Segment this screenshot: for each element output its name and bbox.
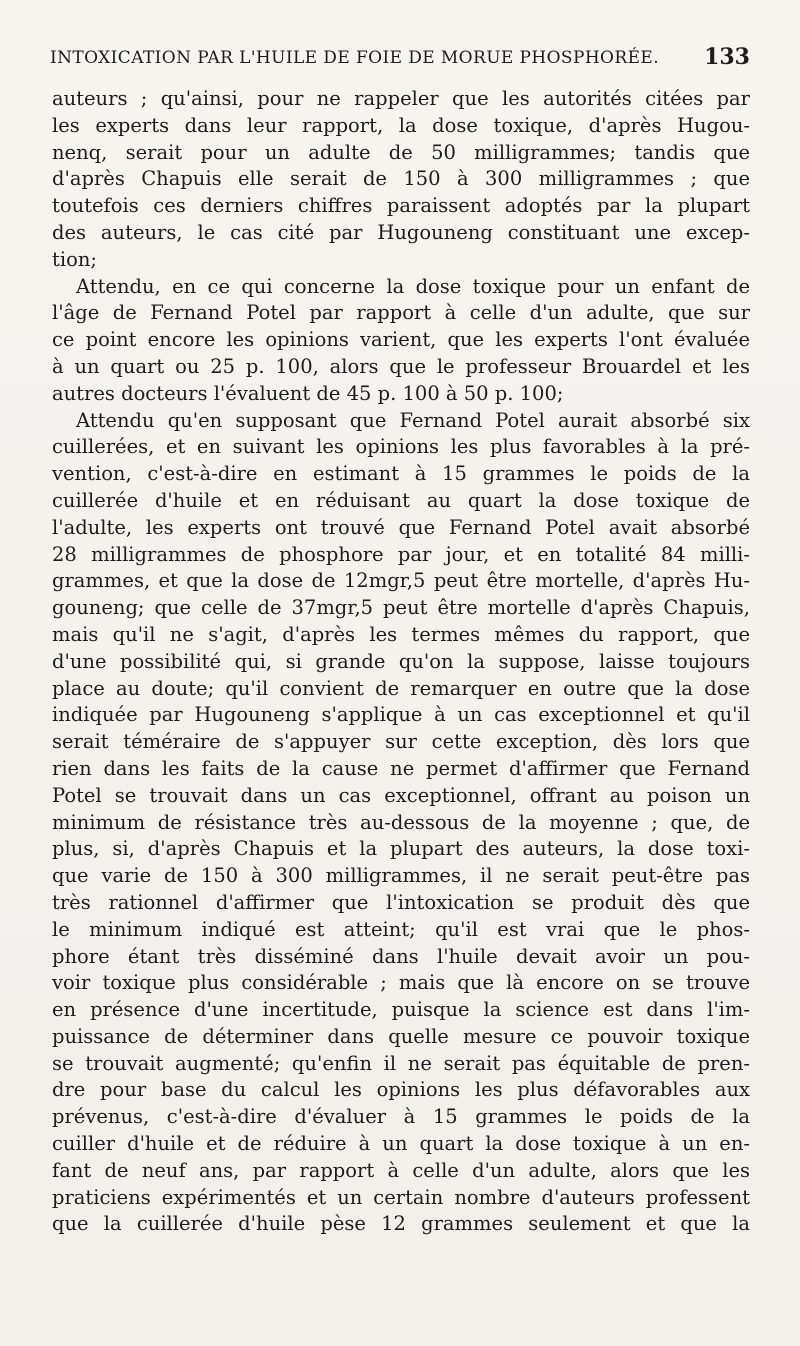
text-line: très rationnel d'affirmer que l'intoxication se produit dès que <box>52 890 750 914</box>
text-line: vention, c'est-à-dire en estimant à 15 grammes le poids de la <box>52 462 750 486</box>
text-line: Potel se trouvait dans un cas exceptionnel, offrant au poison un <box>52 783 750 807</box>
text-line: puissance de déterminer dans quelle mesure ce pouvoir toxique <box>52 1024 750 1048</box>
text-line: auteurs ; qu'ainsi, pour ne rappeler que les autorités citées par <box>52 87 750 110</box>
text-line: rien dans les faits de la cause ne permet d'affirmer que Fernand <box>52 756 750 780</box>
running-header <box>50 44 750 74</box>
text-line: autres docteurs l'évaluent de 45 p. 100 à 50 p. 100; <box>52 381 564 405</box>
text-line: place au doute; qu'il convient de remarquer en outre que la dose <box>52 676 750 700</box>
text-line: que la cuillerée d'huile pèse 12 grammes seulement et que la <box>52 1212 750 1236</box>
text-line: nenq, serait pour un adulte de 50 milligrammes; tandis que <box>52 140 750 164</box>
text-line: 28 milligrammes de phosphore par jour, et en totalité 84 milli- <box>52 542 750 566</box>
page-body <box>52 86 750 1238</box>
text-line: phore étant très disséminé dans l'huile devait avoir un pou- <box>52 944 750 968</box>
text-line: le minimum indiqué est atteint; qu'il est vrai que le phos- <box>52 917 750 941</box>
text-line: que varie de 150 à 300 milligrammes, il ne serait peut-être pas <box>52 864 750 888</box>
text-line: serait téméraire de s'appuyer sur cette exception, dès lors que <box>52 730 750 754</box>
text-line: plus, si, d'après Chapuis et la plupart des auteurs, la dose toxi- <box>52 837 750 861</box>
text-line: praticiens expérimentés et un certain nombre d'auteurs professent <box>52 1185 750 1209</box>
text-line: dre pour base du calcul les opinions les plus défavorables aux <box>52 1078 750 1102</box>
text-line: l'âge de Fernand Potel par rapport à celle d'un adulte, que sur <box>52 301 750 325</box>
text-line: à un quart ou 25 p. 100, alors que le professeur Brouardel et les <box>52 354 750 378</box>
paragraph-first-line: Attendu qu'en supposant que Fernand Potel aurait absorbé six <box>76 408 750 432</box>
text-line: minimum de résistance très au-dessous de la moyenne ; que, de <box>52 810 750 834</box>
text-line: grammes, et que la dose de 12mgr,5 peut être mortelle, d'après Hu- <box>52 569 750 593</box>
paragraph-first-line: Attendu, en ce qui concerne la dose toxique pour un enfant de <box>76 274 750 298</box>
text-line: cuillerées, et en suivant les opinions les plus favorables à la pré- <box>52 435 750 459</box>
text-line: gouneng; que celle de 37mgr,5 peut être mortelle d'après Chapuis, <box>52 596 750 620</box>
text-line: indiquée par Hugouneng s'applique à un cas exceptionnel et qu'il <box>52 703 750 727</box>
text-line: ce point encore les opinions varient, que les experts l'ont évaluée <box>52 328 750 352</box>
text-line: en présence d'une incertitude, puisque la science est dans l'im- <box>52 998 750 1022</box>
text-line: voir toxique plus considérable ; mais que là encore on se trouve <box>52 971 750 995</box>
page-number: 133 <box>704 44 750 70</box>
text-line: cuillerée d'huile et en réduisant au quart la dose toxique de <box>52 488 750 512</box>
text-line: cuiller d'huile et de réduire à un quart la dose toxique à un en- <box>52 1132 750 1156</box>
running-title: INTOXICATION PAR L'HUILE DE FOIE DE MORUE PHOSPHORÉE. <box>50 48 660 68</box>
text-line: se trouvait augmenté; qu'enfin il ne serait pas équitable de pren- <box>52 1051 750 1075</box>
text-line: mais qu'il ne s'agit, d'après les termes mêmes du rapport, que <box>52 622 750 646</box>
text-line: prévenus, c'est-à-dire d'évaluer à 15 grammes le poids de la <box>52 1105 750 1129</box>
text-line: des auteurs, le cas cité par Hugouneng constituant une excep- <box>52 220 750 244</box>
text-line: d'une possibilité qui, si grande qu'on la suppose, laisse toujours <box>52 649 750 673</box>
text-line: tion; <box>52 247 97 271</box>
text-line: l'adulte, les experts ont trouvé que Fernand Potel avait absorbé <box>52 515 750 539</box>
text-line: toutefois ces derniers chiffres paraissent adoptés par la plupart <box>52 194 750 218</box>
text-line: d'après Chapuis elle serait de 150 à 300 milligrammes ; que <box>52 167 750 191</box>
text-line: fant de neuf ans, par rapport à celle d'un adulte, alors que les <box>52 1158 750 1182</box>
text-line: les experts dans leur rapport, la dose toxique, d'après Hugou- <box>52 113 750 137</box>
